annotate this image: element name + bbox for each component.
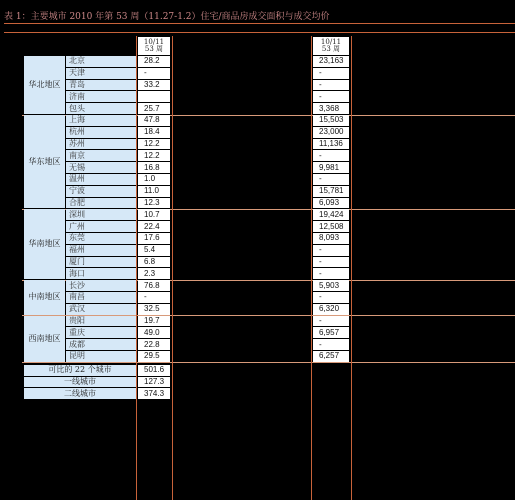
city-name: 武汉 (66, 304, 136, 315)
price-value: 19,424 (313, 209, 349, 220)
price-value: - (313, 316, 349, 327)
area-value: 10.7 (138, 209, 170, 220)
price-value: 12,508 (313, 221, 349, 232)
price-value: 9,981 (313, 162, 349, 173)
table-title: 表 1：主要城市 2010 年第 53 周（11.27-1.2）住宅/商品房成交面积与成交均价 (4, 12, 330, 22)
area-value: - (138, 292, 170, 303)
city-name: 厦门 (66, 257, 136, 268)
city-name: 合肥 (66, 198, 136, 209)
header-area (138, 37, 170, 55)
header-week: 53 周 (144, 45, 164, 53)
city-name: 南昌 (66, 292, 136, 303)
area-value: 6.8 (138, 257, 170, 268)
total-area-value: 127.3 (138, 377, 170, 388)
price-value: - (313, 245, 349, 256)
region-separator (22, 362, 515, 363)
area-value: 22.4 (138, 221, 170, 232)
area-value: 47.8 (138, 115, 170, 126)
price-value: 6,320 (313, 304, 349, 315)
price-value: - (313, 68, 349, 79)
city-name: 福州 (66, 245, 136, 256)
header-period: 10/11 (320, 37, 342, 46)
area-value: 32.5 (138, 304, 170, 315)
city-name: 长沙 (66, 280, 136, 291)
total-label: 二线城市 (24, 388, 136, 399)
price-value: 23,163 (313, 56, 349, 67)
price-value: - (313, 80, 349, 91)
price-value: 11,136 (313, 139, 349, 150)
header-period: 10/11 (143, 37, 165, 46)
column-rule (311, 36, 312, 500)
price-value: - (313, 339, 349, 350)
area-value: 22.8 (138, 339, 170, 350)
area-value: 76.8 (138, 280, 170, 291)
city-name: 杭州 (66, 127, 136, 138)
price-value: - (313, 91, 349, 102)
city-name: 宁波 (66, 186, 136, 197)
price-value: 3,368 (313, 103, 349, 114)
city-name: 青岛 (66, 80, 136, 91)
area-value: 33.2 (138, 80, 170, 91)
area-value: 18.4 (138, 127, 170, 138)
title-rule (4, 32, 515, 33)
total-area-value: 501.6 (138, 365, 170, 376)
price-value: - (313, 292, 349, 303)
column-rule (351, 36, 352, 500)
price-value: - (313, 257, 349, 268)
city-name: 无锡 (66, 162, 136, 173)
area-value: 49.0 (138, 327, 170, 338)
region-label: 中南地区 (24, 280, 65, 314)
column-rule (136, 36, 137, 500)
price-value: 23,000 (313, 127, 349, 138)
column-rule (172, 36, 173, 500)
region-label: 西南地区 (24, 316, 65, 362)
header-price (313, 37, 349, 55)
city-name: 上海 (66, 115, 136, 126)
city-name: 贵阳 (66, 316, 136, 327)
price-value: 6,093 (313, 198, 349, 209)
city-name: 天津 (66, 68, 136, 79)
area-value: - (138, 68, 170, 79)
city-name: 济南 (66, 91, 136, 102)
price-value: 6,257 (313, 351, 349, 362)
city-name: 昆明 (66, 351, 136, 362)
price-value: 6,957 (313, 327, 349, 338)
header-week: 53 周 (321, 45, 341, 53)
area-value: 12.3 (138, 198, 170, 209)
region-label: 华东地区 (24, 115, 65, 208)
price-value: 15,503 (313, 115, 349, 126)
area-value: 5.4 (138, 245, 170, 256)
region-label: 华北地区 (24, 56, 65, 114)
price-value: - (313, 268, 349, 279)
area-value: 12.2 (138, 139, 170, 150)
total-label: 可比的 22 个城市 (24, 365, 136, 376)
price-value: - (313, 174, 349, 185)
city-name: 南京 (66, 150, 136, 161)
city-name: 深圳 (66, 209, 136, 220)
city-name: 广州 (66, 221, 136, 232)
city-name: 苏州 (66, 139, 136, 150)
city-name: 海口 (66, 268, 136, 279)
city-name: 包头 (66, 103, 136, 114)
area-value: 12.2 (138, 150, 170, 161)
area-value: 29.5 (138, 351, 170, 362)
city-name: 北京 (66, 56, 136, 67)
area-value: 17.6 (138, 233, 170, 244)
area-value: 2.3 (138, 268, 170, 279)
total-label: 一线城市 (24, 377, 136, 388)
price-value: 5,903 (313, 280, 349, 291)
city-name: 温州 (66, 174, 136, 185)
area-value: 25.7 (138, 103, 170, 114)
price-value: 8,093 (313, 233, 349, 244)
price-value: 15,781 (313, 186, 349, 197)
area-value: 11.0 (138, 186, 170, 197)
city-name: 东莞 (66, 233, 136, 244)
area-value: 19.7 (138, 316, 170, 327)
region-label: 华南地区 (24, 209, 65, 279)
area-value: 1.0 (138, 174, 170, 185)
price-value: - (313, 150, 349, 161)
city-name: 成都 (66, 339, 136, 350)
title-rule (4, 23, 515, 24)
total-area-value: 374.3 (138, 388, 170, 399)
area-value: 16.8 (138, 162, 170, 173)
area-value (138, 91, 170, 102)
area-value: 28.2 (138, 56, 170, 67)
city-name: 重庆 (66, 327, 136, 338)
